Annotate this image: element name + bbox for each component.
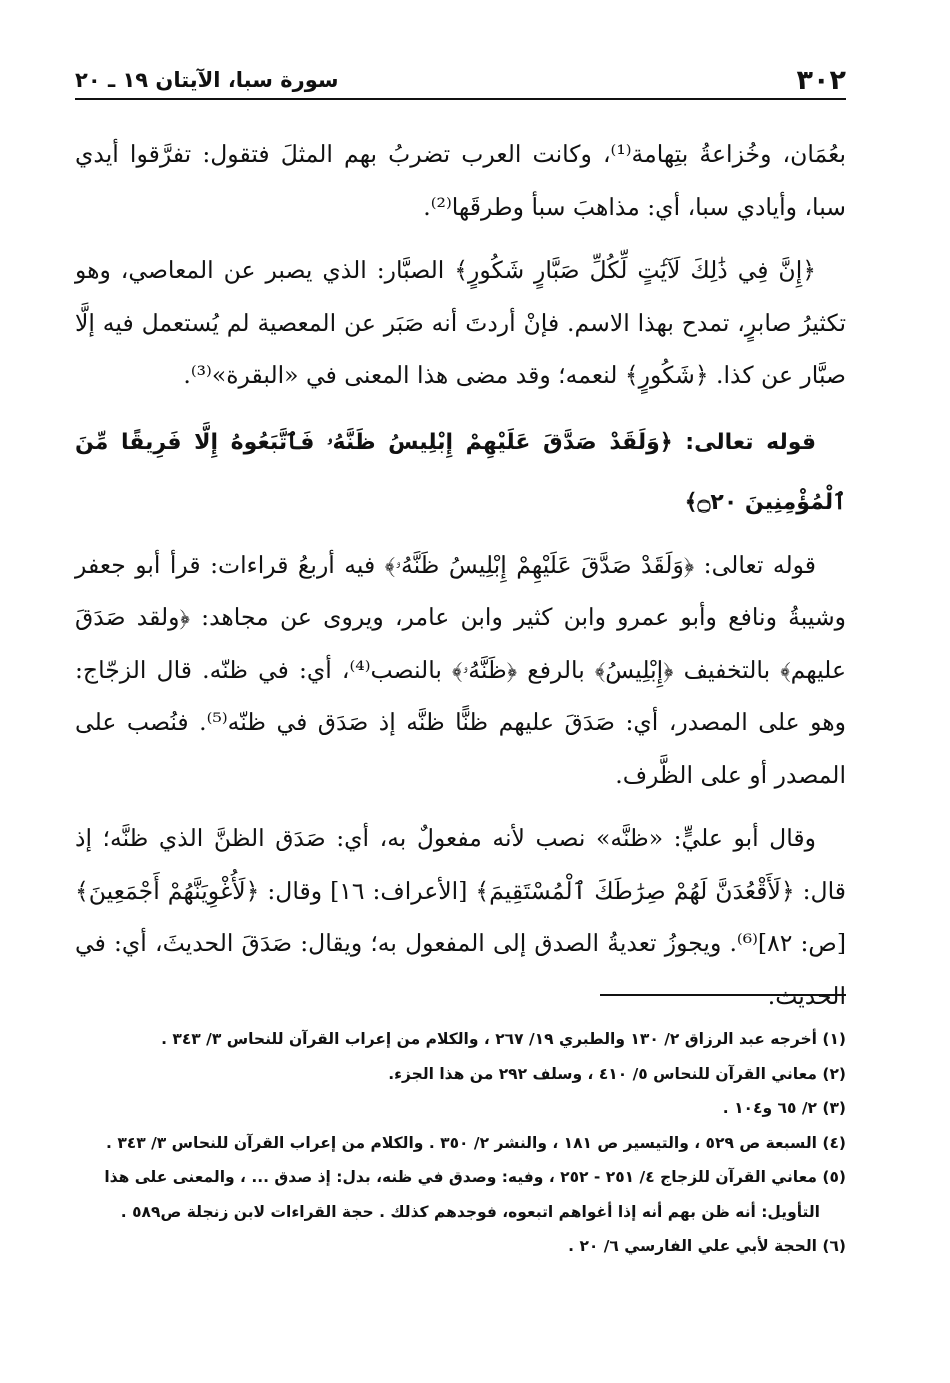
paragraph-1: بعُمَان، وخُزاعةُ بتِهامة⁽¹⁾، وكانت العرب تضربُ بهم المثلَ فتقول: تفرَّقوا أيدي سبا، وأيادي سبا، أي: مذاهبَ سبأ وطرقَها⁽²⁾. <box>75 140 846 221</box>
paragraph-2: ﴿إِنَّ فِي ذَٰلِكَ لَآيَٰتٍ لِّكُلِّ صَبَّارٍ شَكُورٍ﴾ الصبَّار: الذي يصبر عن المعاصي، وهو تكثيرُ صابرٍ، تمدح بهذا الاسم. فإنْ أردتَ أنه صَبَر عن المعصية لم يُستعمل فيه إلَّا صبَّار عن كذا. ﴿شَكُورٍ﴾ لنعمه؛ وقد مضى هذا المعنى في «البقرة»⁽³⁾. <box>75 256 846 389</box>
paragraph-4: وقال أبو عليٍّ: «ظنَّه» نصب لأنه مفعولٌ به، أي: صَدَق الظنَّ الذي ظنَّه؛ إذ قال: ﴿لَأَقْعُدَنَّ لَهُمْ صِرَٰطَكَ ٱلْمُسْتَقِيمَ﴾ [الأعراف: ١٦] وقال: ﴿لَأُغْوِيَنَّهُمْ أَجْمَعِينَ﴾ [ص: ٨٢]⁽⁶⁾. ويجوزُ تعديةُ الصدق إلى المفعول به؛ ويقال: صَدَقَ الحديثَ، أي: في الحديث. <box>75 824 846 1010</box>
running-title: سورة سبا، الآيتان ١٩ ـ ٢٠ <box>75 68 339 92</box>
footnote-5: (٥) معاني القرآن للزجاج ٤/ ٢٥١ - ٢٥٢ ، وفيه: وصدق في ظنه، بدل: إذ صدق ... ، والمعنى على هذا <box>104 1168 846 1186</box>
footnote-3: (٣) ٢/ ٦٥ و١٠٤ . <box>722 1099 846 1117</box>
verse-heading: قوله تعالى: ﴿وَلَقَدْ صَدَّقَ عَلَيْهِمْ إِبْلِيسُ ظَنَّهُۥ فَٱتَّبَعُوهُ إِلَّا فَرِيقًا مِّنَ ٱلْمُؤْمِنِينَ ۝٢٠﴾ <box>75 429 846 515</box>
footnote-2: (٢) معاني القرآن للنحاس ٥/ ٤١٠ ، وسلف ٢٩٢ من هذا الجزء. <box>388 1064 846 1083</box>
page-number: ٣٠٢ <box>796 64 846 96</box>
footnotes <box>75 1022 846 1264</box>
footnote-separator <box>600 994 846 996</box>
footnote-1: (١) أخرجه عبد الرزاق ٢/ ١٣٠ والطبري ١٩/ ٢٦٧ ، والكلام من إعراب القرآن للنحاس ٣/ ٣٤٣ . <box>161 1030 846 1048</box>
footnote-4: (٤) السبعة ص ٥٢٩ ، والتيسير ص ١٨١ ، والنشر ٢/ ٣٥٠ . والكلام من إعراب القرآن للنحاس ٣/ ٣٤٣ . <box>106 1133 846 1152</box>
footnote-5-continued: التأويل: أنه ظن بهم أنه إذا أغواهم اتبعوه، فوجدهم كذلك . حجة القراءات لابن زنجلة ص٥٨٩ . <box>120 1202 820 1221</box>
footnote-6: (٦) الحجة لأبي علي الفارسي ٦/ ٢٠ . <box>568 1237 846 1255</box>
page-header <box>75 62 846 100</box>
main-text <box>75 128 846 1033</box>
paragraph-3: قوله تعالى: ﴿وَلَقَدْ صَدَّقَ عَلَيْهِمْ إِبْلِيسُ ظَنَّهُۥ﴾ فيه أربعُ قراءات: قرأ أبو جعفر وشيبةُ ونافع وأبو عمرو وابن كثير وابن عامر، ويروى عن مجاهد: ﴿ولقد صَدَقَ عليهم﴾ بالتخفيف ﴿إِبْلِيسُ﴾ بالرفع ﴿ظَنَّهُۥ﴾ بالنصب⁽⁴⁾، أي: في ظنّه. قال الزجّاج: وهو على المصدر، أي: صَدَقَ عليهم ظنًّا ظنَّه إذ صَدَق في ظنّه⁽⁵⁾. فنُصب على المصدر أو على الظَّرف. <box>75 550 846 789</box>
